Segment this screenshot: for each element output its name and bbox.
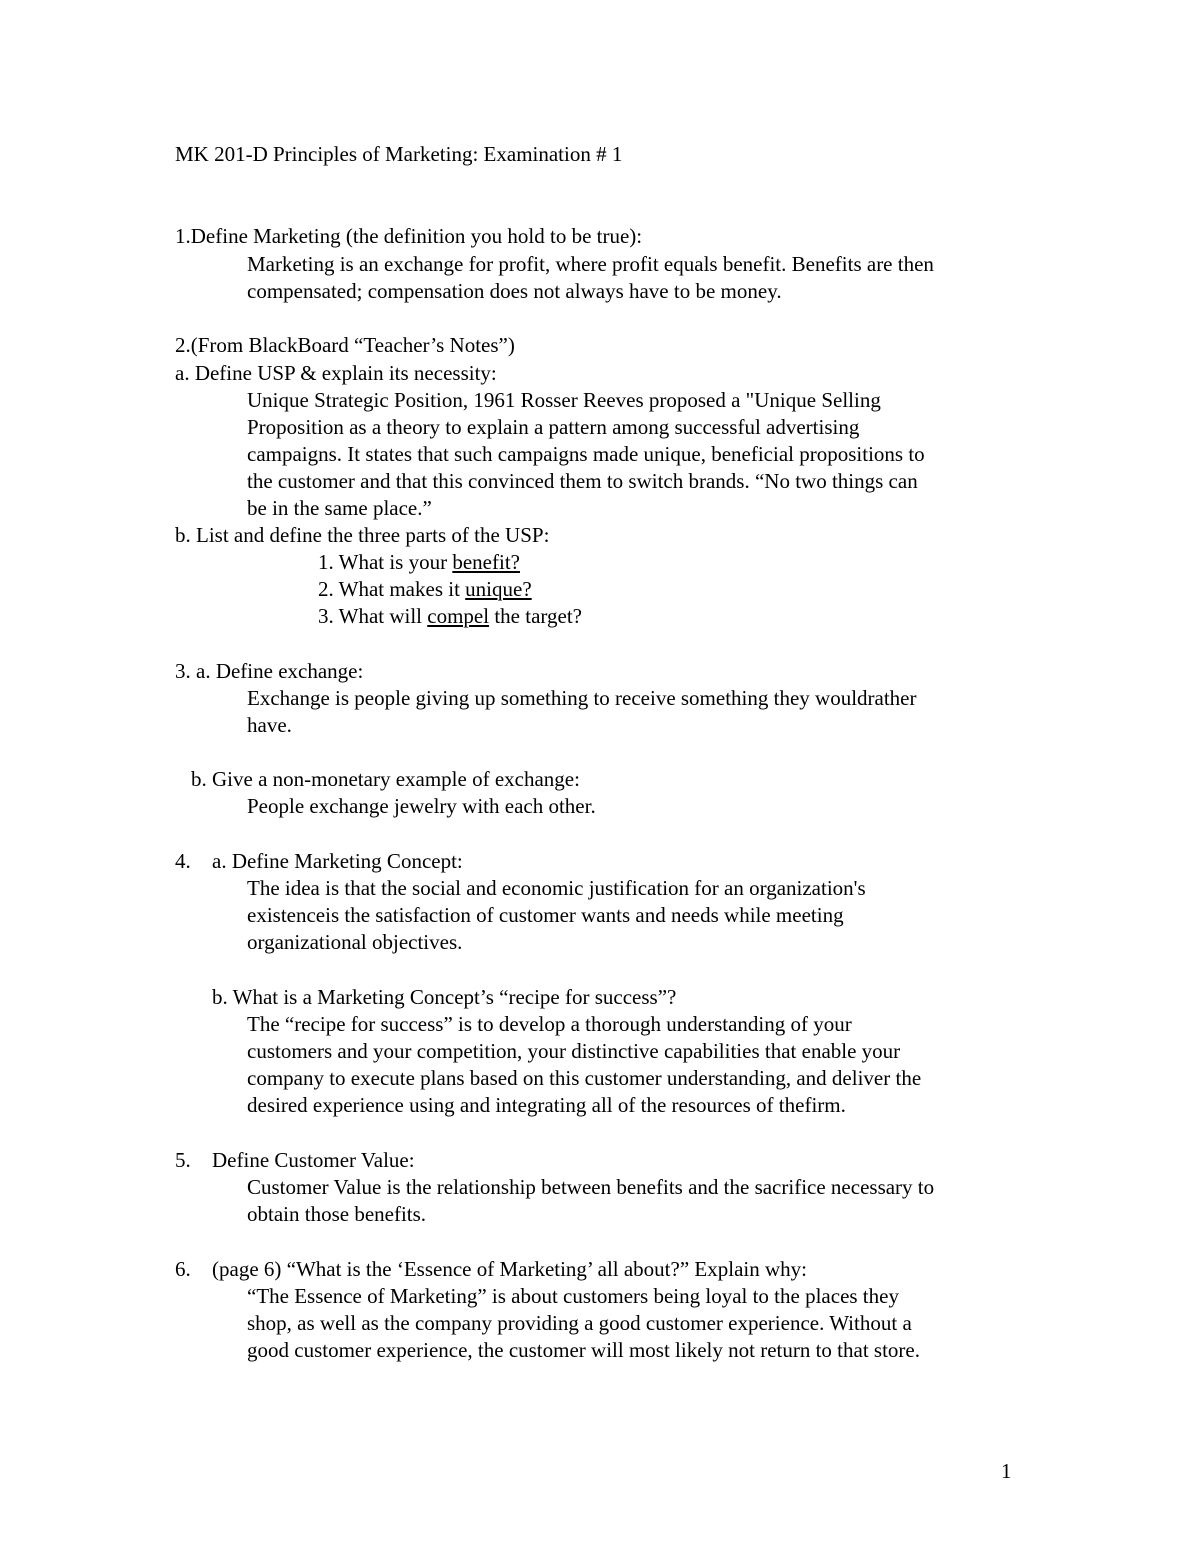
usp-part-2 (318, 576, 532, 602)
page-number: 1 (1001, 1459, 1012, 1483)
q5-prompt: Define Customer Value: (212, 1148, 415, 1172)
q5-answer-line: Customer Value is the relationship between benefits and the sacrifice necessary to (247, 1175, 935, 1199)
q2a-answer-line: be in the same place.” (247, 496, 432, 520)
usp-part-keyword: benefit? (452, 550, 520, 574)
usp-part-3 (318, 603, 582, 629)
q3b-answer: People exchange jewelry with each other. (247, 794, 596, 818)
q2a-answer-line: the customer and that this convinced them to switch brands. “No two things can (247, 469, 918, 493)
usp-part-text: the target? (489, 604, 582, 628)
q4-number: 4. (175, 849, 191, 873)
q4b-prompt: b. What is a Marketing Concept’s “recipe for success”? (212, 985, 677, 1009)
usp-part-keyword: compel (427, 604, 490, 628)
usp-part-text: 2. What makes it (318, 577, 466, 601)
q5-number: 5. (175, 1148, 191, 1172)
q6-answer-line: good customer experience, the customer will most likely not return to that store. (247, 1338, 920, 1362)
q2-header: 2.(From BlackBoard “Teacher’s Notes”) (175, 333, 515, 357)
q2a-answer-line: Proposition as a theory to explain a pattern among successful advertising (247, 415, 860, 439)
usp-part-text: 1. What is your (318, 550, 453, 574)
q3b-prompt: b. Give a non-monetary example of exchange: (191, 767, 580, 791)
q1-prompt: 1.Define Marketing (the definition you hold to be true): (175, 224, 643, 248)
q5-answer-line: obtain those benefits. (247, 1202, 427, 1226)
q4a-answer-line: organizational objectives. (247, 930, 463, 954)
q6-number: 6. (175, 1257, 191, 1281)
q2b-prompt: b. List and define the three parts of the USP: (175, 523, 550, 547)
q1-answer-line: compensated; compensation does not always have to be money. (247, 279, 782, 303)
q6-answer-line: “The Essence of Marketing” is about customers being loyal to the places they (247, 1284, 899, 1308)
q1-answer-line: Marketing is an exchange for profit, where profit equals benefit. Benefits are then (247, 252, 934, 276)
q3a-prompt: 3. a. Define exchange: (175, 659, 364, 683)
q6-answer-line: shop, as well as the company providing a good customer experience. Without a (247, 1311, 912, 1335)
q4a-prompt: a. Define Marketing Concept: (212, 849, 463, 873)
q3a-answer-line: Exchange is people giving up something to receive something they wouldrather (247, 686, 917, 710)
q4b-answer-line: The “recipe for success” is to develop a thorough understanding of your (247, 1012, 852, 1036)
q3a-answer-line: have. (247, 713, 292, 737)
usp-part-text: 3. What will (318, 604, 428, 628)
q2a-answer-line: Unique Strategic Position, 1961 Rosser Reeves proposed a "Unique Selling (247, 388, 881, 412)
q2a-prompt: a. Define USP & explain its necessity: (175, 361, 497, 385)
q6-prompt: (page 6) “What is the ‘Essence of Marketing’ all about?” Explain why: (212, 1257, 807, 1281)
q4b-answer-line: customers and your competition, your distinctive capabilities that enable your (247, 1039, 901, 1063)
page-title: MK 201-D Principles of Marketing: Examination # 1 (175, 142, 623, 166)
q4a-answer-line: existenceis the satisfaction of customer wants and needs while meeting (247, 903, 844, 927)
q4b-answer-line: desired experience using and integrating all of the resources of thefirm. (247, 1093, 846, 1117)
q4a-answer-line: The idea is that the social and economic justification for an organization's (247, 876, 866, 900)
q2a-answer-line: campaigns. It states that such campaigns made unique, beneficial propositions to (247, 442, 925, 466)
usp-part-keyword: unique? (465, 577, 532, 601)
q4b-answer-line: company to execute plans based on this customer understanding, and deliver the (247, 1066, 922, 1090)
usp-part-1 (318, 549, 520, 575)
